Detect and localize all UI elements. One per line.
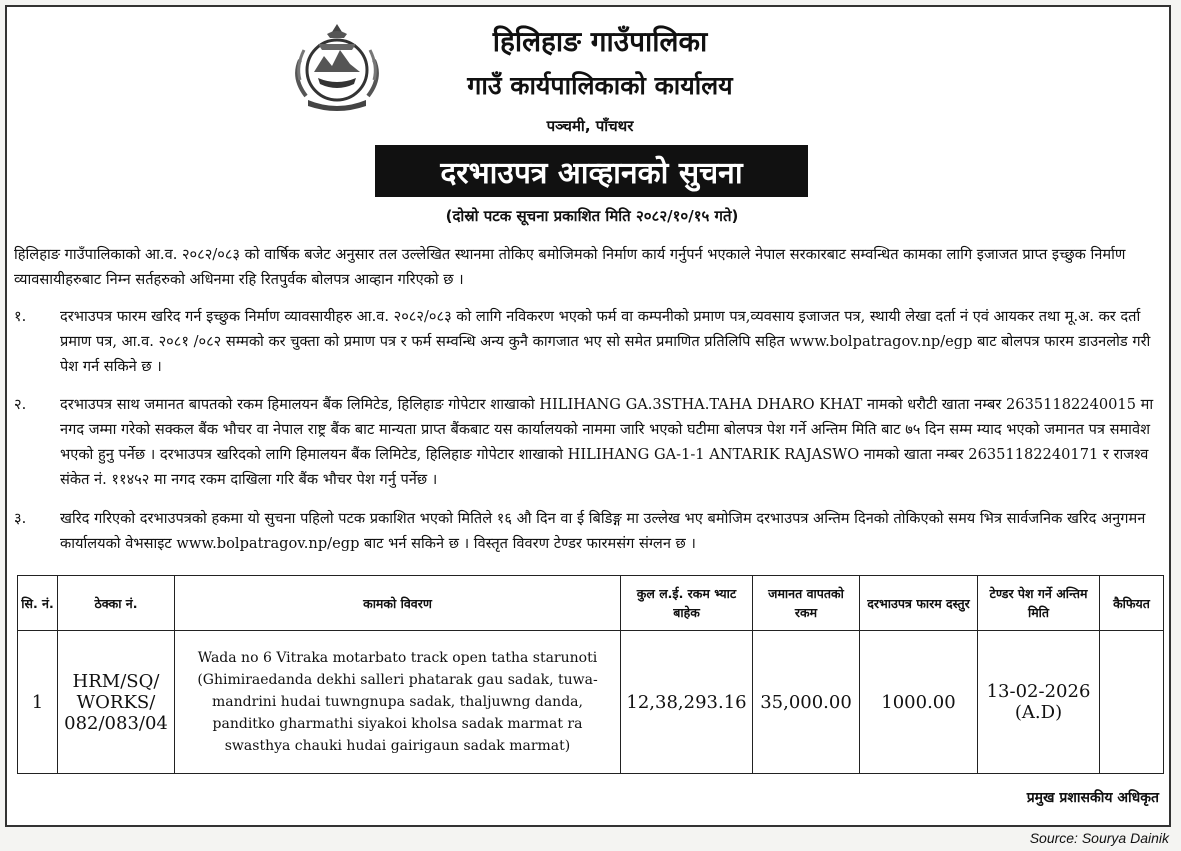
cell-cost: 12,38,293.16	[621, 631, 753, 774]
table-header-row	[18, 576, 1164, 631]
source-credit: Source: Sourya Dainik	[1029, 830, 1169, 846]
tender-table	[17, 575, 1164, 774]
cell-sn: 1	[18, 631, 58, 774]
condition-text: दरभाउपत्र फारम खरिद गर्न इच्छुक निर्माण व्यावसायीहरु आ.व. २०८२/०८३ को लागि नविकरण भएको फर्म वा कम्पनीको प्रमाण पत्र,व्यवसाय इजाजत पत्र, स्थायी लेखा दर्ता नं एवं आयकर तथा मू.अ. कर दर्ता प्रमाण पत्र, आ.व. २०८१ /०८२ सम्मको कर चुक्ता को प्रमाण पत्र र फर्म सम्वन्धि अन्य कुनै कागजात भए सो समेत प्रमाणित प्रतिलिपि सहित www.bolpatragov.np/egp बाट बोलपत्र फारम डाउनलोड गरी पेश गर्न सकिने छ ।	[60, 308, 1151, 375]
header-deadline: टेण्डर पेश गर्ने अन्तिम मिति	[978, 576, 1100, 631]
header-sn: सि. नं.	[18, 576, 58, 631]
office-name: गाउँ कार्यपालिकाको कार्यालय	[467, 71, 733, 100]
condition-item-2	[14, 392, 1164, 492]
intro-paragraph: हिलिहाङ गाउँपालिकाको आ.व. २०८२/०८३ को वार्षिक बजेट अनुसार तल उल्लेखित स्थानमा तोकिए बमोजिमको निर्माण कार्य गर्नुपर्न भएकाले नेपाल सरकारबाट सम्वन्धित कामका लागि इजाजत प्राप्त इच्छुक निर्माण व्यावसायीहरुबाट निम्न सर्तहरुको अधिनमा रहि रितपुर्वक बोलपत्र आव्हान गरिएको छ ।	[14, 246, 1126, 288]
condition-number: ३.	[14, 510, 27, 527]
header-description: कामको विवरण	[175, 576, 621, 631]
table-row	[18, 631, 1164, 774]
condition-text: दरभाउपत्र साथ जमानत बापतको रकम हिमालयन बैंक लिमिटेड, हिलिहाङ गोपेटार शाखाको HILIHANG GA.3STHA.TAHA DHARO KHAT नामको धरौटी खाता नम्बर 26351182240015 मा नगद जम्मा गरेको सक्कल बैंक भौचर वा नेपाल राष्ट्र बैंक बाट मान्यता प्राप्त बैंकबाट यस कार्यालयको नाममा जारि भएको घटीमा बोलपत्र पेश गर्ने अन्तिम मिति बाट ७५ दिन सम्म म्याद भएको जमानत पत्र समावेश भएको हुनु पर्नेछ । दरभाउपत्र खरिदको लागि हिमालयन बैंक लिमिटेड, हिलिहाङ गोपेटार शाखाको HILIHANG GA-1-1 ANTARIK RAJASWO नामको खाता नम्बर 26351182240171 र राजश्व संकेत नं. ११४५२ मा नगद रकम दाखिला गरि बैंक भौचर पेश गर्नु पर्नेछ ।	[60, 396, 1154, 488]
header-contract: ठेक्का नं.	[58, 576, 175, 631]
header-fee: दरभाउपत्र फारम दस्तुर	[860, 576, 978, 631]
header-cost: कुल ल.ई. रकम भ्याट बाहेक	[621, 576, 753, 631]
publication-note: (दोस्रो पटक सूचना प्रकाशित मिति २०८२/१०/१५ गते)	[445, 207, 739, 225]
government-emblem-icon	[282, 20, 392, 112]
cell-fee: 1000.00	[860, 631, 978, 774]
office-address: पञ्चमी, पाँचथर	[546, 117, 634, 135]
condition-number: १.	[14, 308, 27, 325]
header-security: जमानत वापतको रकम	[753, 576, 860, 631]
condition-text: खरिद गरिएको दरभाउपत्रको हकमा यो सुचना पहिलो पटक प्रकाशित भएको मितिले १६ औ दिन वा ई बिडिङ्ग मा उल्लेख भए बमोजिम दरभाउपत्र अन्तिम दिनको तोकिएको समय भित्र सार्वजनिक खरिद अनुगमन कार्यालयको वेभसाइट www.bolpatragov.np/egp बाट भर्न सकिने छ । विस्तृत विवरण टेण्डर फारमसंग संग्लन छ ।	[60, 510, 1146, 552]
header-remarks: कैफियत	[1100, 576, 1164, 631]
cell-security: 35,000.00	[753, 631, 860, 774]
notice-title: दरभाउपत्र आव्हानको सुचना	[375, 145, 808, 197]
cell-remarks	[1100, 631, 1164, 774]
cell-deadline: 13-02-2026 (A.D)	[978, 631, 1100, 774]
signature-title: प्रमुख प्रशासकीय अधिकृत	[1026, 790, 1159, 806]
condition-number: २.	[14, 396, 27, 413]
condition-item-1	[14, 304, 1164, 379]
municipality-name: हिलिहाङ गाउँपालिका	[492, 25, 708, 58]
condition-item-3	[14, 506, 1164, 556]
cell-description: Wada no 6 Vitraka motarbato track open tatha starunoti (Ghimiraedanda dekhi salleri phatarak gau sadak, tuwa- mandrini hudai tuwngnupa sadak, thaljuwng danda, panditko gharmathi siyakoi kholsa sadak marmat ra swasthya chauki hudai gairigaun sadak marmat)	[175, 631, 621, 774]
cell-contract: HRM/SQ/ WORKS/ 082/083/04	[58, 631, 175, 774]
